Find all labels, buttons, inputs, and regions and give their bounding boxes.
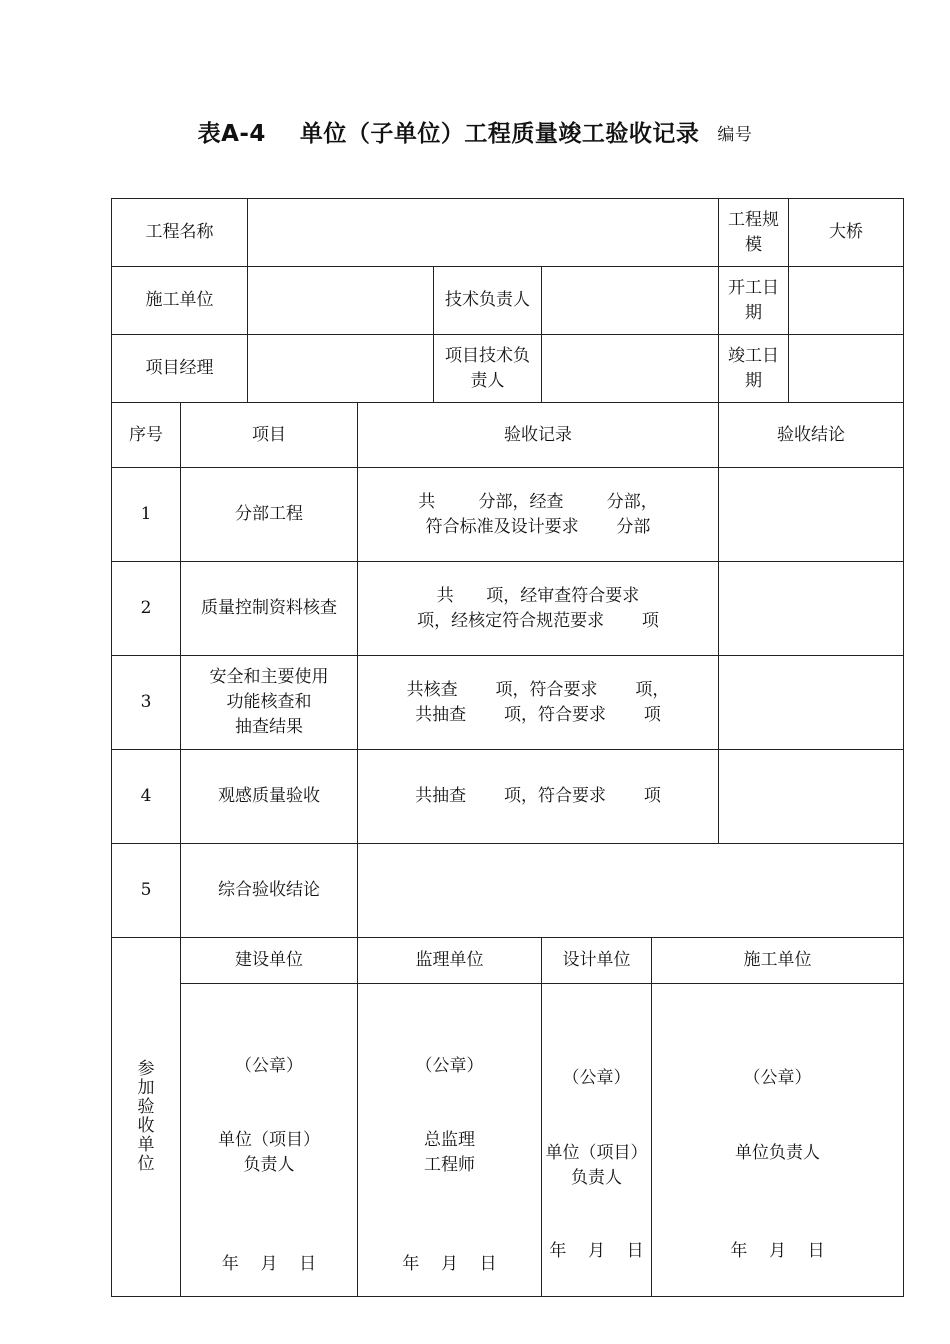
table-row (112, 750, 904, 844)
responsible-label: 总监理 工程师 (424, 1130, 475, 1175)
responsible-label: 单位（项目） 负责人 (218, 1130, 320, 1175)
responsible-label: 单位（项目）负责人 (545, 1143, 648, 1188)
date-label: 年 月 日 (402, 1254, 497, 1274)
seal-label: （公章） (743, 1068, 812, 1088)
acceptance-record-table (111, 198, 904, 1297)
unit-name: 施工单位 (652, 938, 904, 984)
col-record-header: 验收记录 (358, 403, 719, 468)
table-row (112, 656, 904, 750)
row-item: 质量控制资料核查 (181, 562, 358, 656)
form-code: 表A-4 (197, 121, 266, 147)
row-conclusion[interactable] (719, 468, 904, 562)
unit-name: 设计单位 (542, 938, 652, 984)
unit-name: 建设单位 (181, 938, 358, 984)
table-row (112, 844, 904, 938)
row-conclusion[interactable] (719, 750, 904, 844)
manager-field[interactable] (248, 335, 434, 403)
col-item-header: 项目 (181, 403, 358, 468)
row-record[interactable]: 共核查 项，符合要求 项， 共抽查 项，符合要求 项 (358, 656, 719, 750)
row-item: 综合验收结论 (181, 844, 358, 938)
tech-lead-label: 技术负责人 (434, 267, 542, 335)
row-conclusion[interactable] (719, 656, 904, 750)
seal-label: （公章） (415, 1056, 484, 1076)
form-title (0, 115, 950, 148)
project-name-field[interactable] (248, 199, 719, 267)
manager-label: 项目经理 (112, 335, 248, 403)
participants-label-cell (112, 938, 181, 1297)
signature-block-supervision[interactable] (358, 984, 542, 1297)
project-scale-label: 工程规模 (719, 199, 789, 267)
contractor-label: 施工单位 (112, 267, 248, 335)
contractor-field[interactable] (248, 267, 434, 335)
seal-label: （公章） (235, 1056, 303, 1076)
row-record[interactable]: 共 分部，经查 分部， 符合标准及设计要求 分部 (358, 468, 719, 562)
row-item: 分部工程 (181, 468, 358, 562)
project-scale-value[interactable]: 大桥 (789, 199, 904, 267)
row-seq: 2 (112, 562, 181, 656)
start-date-label: 开工日期 (719, 267, 789, 335)
start-date-field[interactable] (789, 267, 904, 335)
col-conclusion-header: 验收结论 (719, 403, 904, 468)
table-row (112, 562, 904, 656)
row-seq: 3 (112, 656, 181, 750)
signature-block-construction[interactable] (181, 984, 358, 1297)
date-label: 年 月 日 (549, 1241, 644, 1261)
date-label: 年 月 日 (221, 1254, 317, 1274)
finish-date-label: 竣工日期 (719, 335, 789, 403)
row-seq: 4 (112, 750, 181, 844)
finish-date-field[interactable] (789, 335, 904, 403)
responsible-label: 单位负责人 (735, 1143, 820, 1163)
project-tech-lead-label: 项目技术负 责人 (434, 335, 542, 403)
project-name-label: 工程名称 (112, 199, 248, 267)
date-label: 年 月 日 (730, 1241, 825, 1261)
signature-block-design[interactable] (542, 984, 652, 1297)
tech-lead-field[interactable] (542, 267, 719, 335)
row-seq: 5 (112, 844, 181, 938)
signature-block-contractor[interactable] (652, 984, 904, 1297)
final-conclusion-field[interactable] (358, 844, 904, 938)
col-seq-header: 序号 (112, 403, 181, 468)
project-tech-lead-field[interactable] (542, 335, 719, 403)
table-row (112, 468, 904, 562)
row-record[interactable]: 共抽查 项，符合要求 项 (358, 750, 719, 844)
form-number-label: 编号 (717, 125, 753, 145)
row-conclusion[interactable] (719, 562, 904, 656)
form-name: 单位（子单位）工程质量竣工验收记录 (299, 121, 700, 147)
row-item: 观感质量验收 (181, 750, 358, 844)
unit-name: 监理单位 (358, 938, 542, 984)
row-record[interactable]: 共 项，经审查符合要求 项，经核定符合规范要求 项 (358, 562, 719, 656)
participants-label: 参加验收单位 (137, 1059, 155, 1174)
row-item: 安全和主要使用 功能核查和 抽查结果 (181, 656, 358, 750)
row-seq: 1 (112, 468, 181, 562)
seal-label: （公章） (562, 1068, 631, 1088)
